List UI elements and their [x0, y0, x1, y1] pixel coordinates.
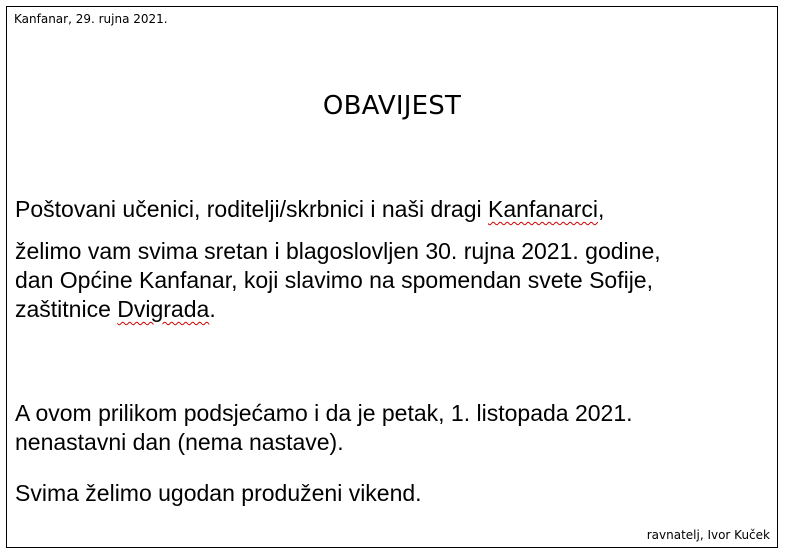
greeting-punctuation: ,	[597, 196, 605, 222]
spellcheck-flagged-word: Dvigrada	[117, 296, 210, 322]
paragraph-celebration	[15, 237, 661, 324]
paragraph-line	[15, 295, 661, 324]
paragraph-holiday	[15, 399, 633, 457]
notice-title: OBAVIJEST	[322, 91, 462, 121]
paragraph-wishes: Svima želimo ugodan produženi vikend.	[15, 480, 422, 506]
greeting-text: Poštovani učenici, roditelji/skrbnici i naši dragi	[15, 196, 488, 222]
notice-page	[6, 6, 778, 548]
paragraph-punctuation: .	[209, 296, 216, 322]
spellcheck-flagged-word: Kanfanarci	[488, 196, 598, 222]
paragraph-line: nenastavni dan (nema nastave).	[15, 429, 344, 455]
paragraph-line: A ovom prilikom podsjećamo i da je petak, 1. listopada 2021.	[15, 400, 633, 426]
paragraph-text: zaštitnice	[15, 296, 118, 322]
greeting-line	[15, 195, 604, 224]
signature: ravnatelj, Ivor Kuček	[646, 528, 770, 542]
place-date: Kanfanar, 29. rujna 2021.	[14, 12, 168, 26]
paragraph-line: dan Općine Kanfanar, koji slavimo na spomendan svete Sofije,	[15, 267, 653, 293]
paragraph-line: želimo vam svima sretan i blagoslovljen 30. rujna 2021. godine,	[15, 238, 661, 264]
